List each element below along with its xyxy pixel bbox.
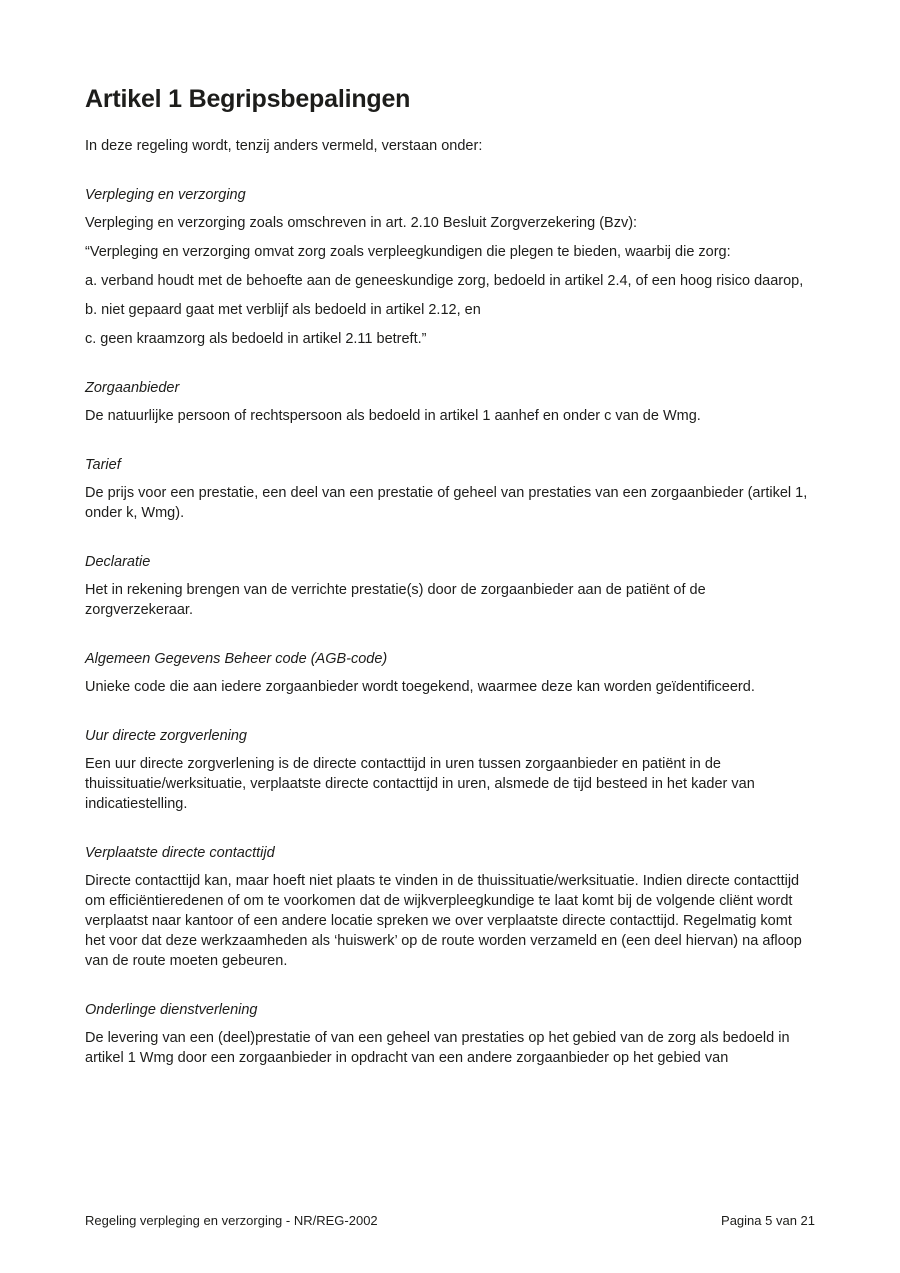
definition-body	[85, 754, 815, 814]
definition-section	[85, 1000, 815, 1068]
page-footer	[85, 1212, 815, 1230]
definition-body	[85, 406, 815, 426]
definition-section	[85, 843, 815, 971]
definition-body	[85, 871, 815, 971]
definitions-list	[85, 185, 815, 1068]
definition-term: Algemeen Gegevens Beheer code (AGB-code)	[85, 650, 388, 667]
definition-term: Declaratie	[85, 553, 151, 570]
definition-term: Verpleging en verzorging	[85, 186, 246, 203]
definition-term: Onderlinge dienstverlening	[85, 1001, 258, 1018]
definition-body	[85, 1028, 815, 1068]
definition-paragraph: Directe contacttijd kan, maar hoeft niet plaats te vinden in de thuissituatie/werksituatie. Indien directe contacttijd om efficiëntieredenen of om te voorkomen dat de wijkverpleegkundige te laat komt bij de volgende cliënt wordt verplaatst naar kantoor of een andere locatie spreken we over verplaatste directe contacttijd. Regelmatig komt het voor dat deze werkzaamheden als ‘huiswerk’ op de route worden verzameld en (een deel hiervan) na afloop van de route moeten gebeuren.	[85, 872, 802, 969]
definition-paragraph: Een uur directe zorgverlening is de directe contacttijd in uren tussen zorgaanbieder en patiënt in de thuissituatie/werksituatie, verplaatste directe contacttijd in uren, alsmede de tijd besteed in het kader van indicatiestelling.	[85, 755, 755, 812]
definition-section	[85, 378, 815, 426]
definition-paragraph: b. niet gepaard gaat met verblijf als bedoeld in artikel 2.12, en	[85, 301, 481, 318]
definition-term: Tarief	[85, 456, 121, 473]
definition-body	[85, 213, 815, 349]
definition-section	[85, 649, 815, 697]
footer-document-reference: Regeling verpleging en verzorging - NR/REG-2002	[85, 1213, 378, 1228]
definition-body	[85, 677, 815, 697]
definition-paragraph: De prijs voor een prestatie, een deel van een prestatie of geheel van prestaties van een zorgaanbieder (artikel 1, onder k, Wmg).	[85, 484, 808, 521]
definition-paragraph: c. geen kraamzorg als bedoeld in artikel 2.11 betreft.”	[85, 330, 427, 347]
definition-term: Verplaatste directe contacttijd	[85, 844, 275, 861]
definition-section	[85, 185, 815, 349]
definition-paragraph: De natuurlijke persoon of rechtspersoon als bedoeld in artikel 1 aanhef en onder c van de Wmg.	[85, 407, 701, 424]
definition-paragraph: “Verpleging en verzorging omvat zorg zoals verpleegkundigen die plegen te bieden, waarbij die zorg:	[85, 243, 731, 260]
definition-body	[85, 483, 815, 523]
definition-section	[85, 726, 815, 814]
definition-paragraph: Verpleging en verzorging zoals omschreven in art. 2.10 Besluit Zorgverzekering (Bzv):	[85, 214, 638, 231]
definition-paragraph: Het in rekening brengen van de verrichte prestatie(s) door de zorgaanbieder aan de patiënt of de zorgverzekeraar.	[85, 581, 706, 618]
definition-body	[85, 580, 815, 620]
intro-text: In deze regeling wordt, tenzij anders vermeld, verstaan onder:	[85, 137, 483, 154]
definition-section	[85, 552, 815, 620]
definition-term: Zorgaanbieder	[85, 379, 180, 396]
page-title: Artikel 1 Begripsbepalingen	[85, 85, 411, 113]
definition-paragraph: De levering van een (deel)prestatie of van een geheel van prestaties op het gebied van de zorg als bedoeld in artikel 1 Wmg door een zorgaanbieder in opdracht van een andere zorgaanbieder op het gebied van	[85, 1029, 790, 1066]
definition-section	[85, 455, 815, 523]
definition-term: Uur directe zorgverlening	[85, 727, 247, 744]
footer-page-number: Pagina 5 van 21	[721, 1213, 815, 1228]
definition-paragraph: Unieke code die aan iedere zorgaanbieder wordt toegekend, waarmee deze kan worden geïdentificeerd.	[85, 678, 755, 695]
definition-paragraph: a. verband houdt met de behoefte aan de geneeskundige zorg, bedoeld in artikel 2.4, of een hoog risico daarop,	[85, 272, 804, 289]
